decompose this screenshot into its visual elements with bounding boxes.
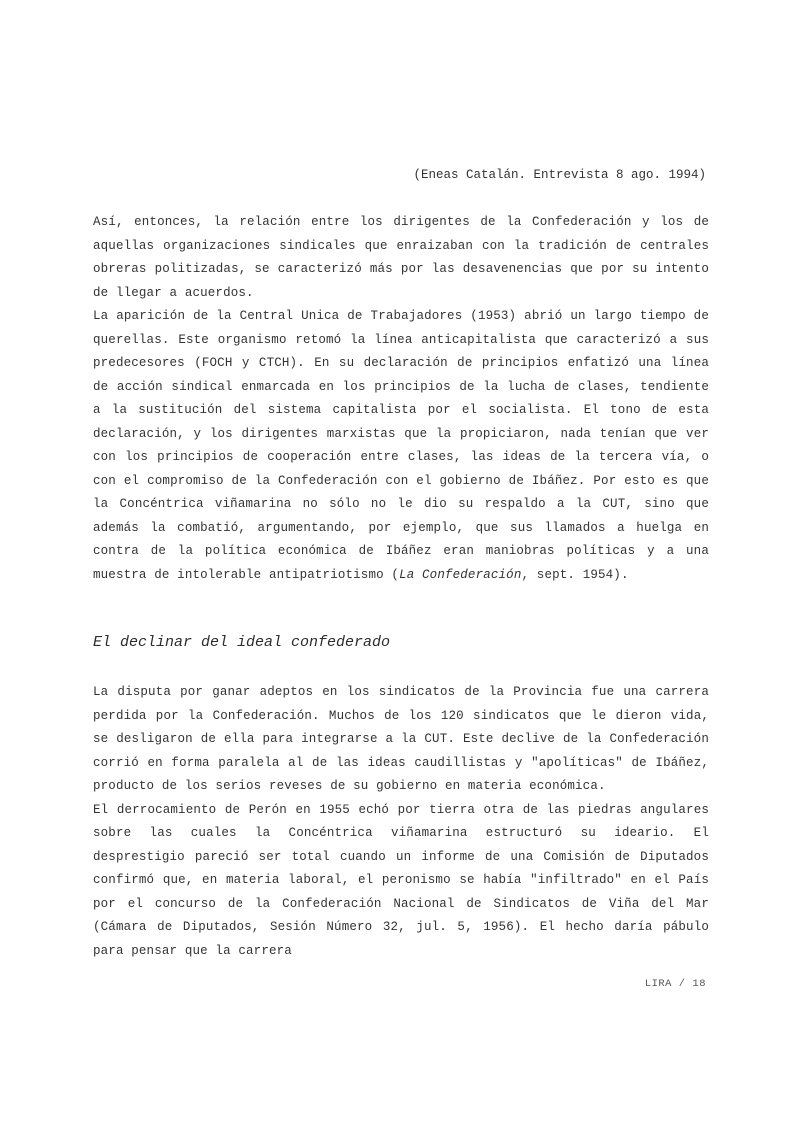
- section-body-2: [93, 681, 709, 963]
- paragraph-text: La aparición de la Central Unica de Trabajadores (1953) abrió un largo tiempo de querellas. Este organismo retomó la línea anticapitalista que caracterizó a sus predecesores (FOCH y CTCH). En su declaración de principios enfatizó una línea de acción sindical enmarcada en los principios de la lucha de clases, tendiente a la sustitución del sistema capitalista por el socialista. El tono de esta declaración, y los dirigentes marxistas que la propiciaron, nada tenían que ver con los principios de cooperación entre clases, las ideas de la tercera vía, o con el compromiso de la Confederación con el gobierno de Ibáñez. Por esto es que la Concéntrica viñamarina no sólo no le dio su respaldo a la CUT, sino que además la combatió, argumentando, por ejemplo, que sus llamados a huelga en contra de la política económica de Ibáñez eran maniobras políticas y a una muestra de intolerable antipatriotismo (: [93, 309, 709, 582]
- paragraph: [93, 305, 709, 587]
- citation-tail: , sept. 1954).: [521, 567, 629, 582]
- section-heading: El declinar del ideal confederado: [93, 634, 391, 651]
- publication-title: La Confederación: [399, 567, 522, 582]
- page-footer: LIRA / 18: [644, 978, 706, 990]
- paragraph: El derrocamiento de Perón en 1955 echó por tierra otra de las piedras angulares sobre las cuales la Concéntrica viñamarina estructuró su ideario. El desprestigio pareció ser total cuando un informe de una Comisión de Diputados confirmó que, en materia laboral, el peronismo se había "infiltrado" en el País por el concurso de la Confederación Nacional de Sindicatos de Viña del Mar (Cámara de Diputados, Sesión Número 32, jul. 5, 1956). El hecho daría pábulo para pensar que la carrera: [93, 802, 709, 958]
- section-body-1: [93, 211, 709, 587]
- interview-citation: (Eneas Catalán. Entrevista 8 ago. 1994): [413, 168, 706, 182]
- paragraph: Así, entonces, la relación entre los dirigentes de la Confederación y los de aquellas organizaciones sindicales que enraizaban con la tradición de centrales obreras politizadas, se caracterizó más por las desavenencias que por su intento de llegar a acuerdos.: [93, 215, 709, 300]
- paragraph: La disputa por ganar adeptos en los sindicatos de la Provincia fue una carrera perdida por la Confederación. Muchos de los 120 sindicatos que le dieron vida, se desligaron de ella para integrarse a la CUT. Este declive de la Confederación corrió en forma paralela al de las ideas caudillistas y "apolíticas" de Ibáñez, producto de los serios reveses de su gobierno en materia económica.: [93, 685, 709, 793]
